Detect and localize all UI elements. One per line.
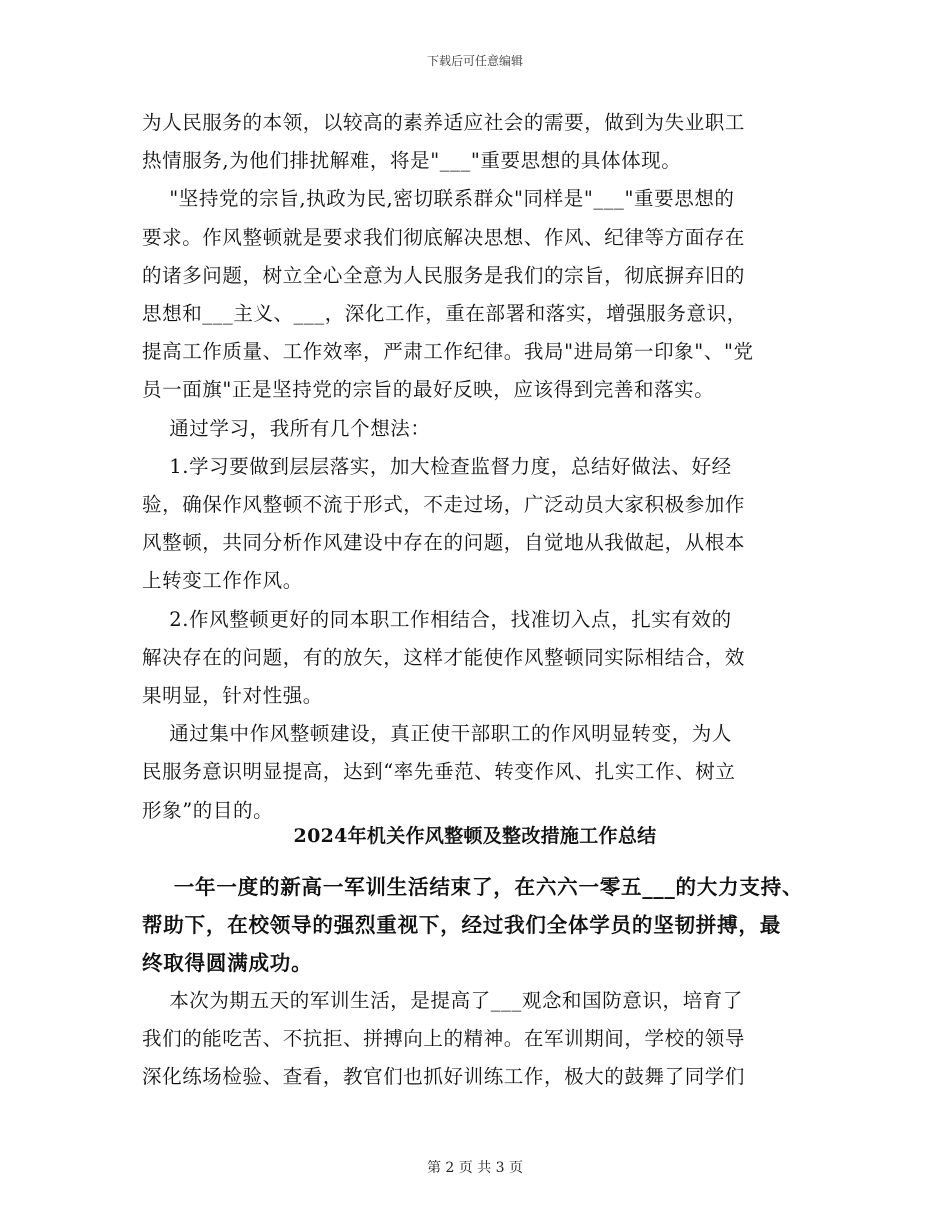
- tail-line: 本次为期五天的军训生活，是提高了___观念和国防意识，培育了: [142, 989, 743, 1012]
- tail-paragraph: [142, 982, 822, 1097]
- body-line: 2.作风整顿更好的同本职工作相结合，找准切入点，扎实有效的: [142, 607, 732, 631]
- bold-line: 终取得圆满成功。: [142, 951, 313, 976]
- body-line: 通过学习，我所有几个想法：: [142, 416, 431, 440]
- body-line: 解决存在的问题，有的放矢，这样才能使作风整顿同实际相结合，效: [142, 645, 746, 669]
- page-footer: 第 2 页 共 3 页: [426, 1160, 524, 1176]
- body-line: 1.学习要做到层层落实，加大检查监督力度，总结好做法、好经: [142, 454, 732, 478]
- bold-paragraph: [142, 868, 842, 983]
- body-line: "坚持党的宗旨,执政为民,密切联系群众"同样是"___"重要思想的: [142, 187, 735, 211]
- body-line: 要求。作风整顿就是要求我们彻底解决思想、作风、纪律等方面存在: [142, 225, 746, 249]
- page-header: 下载后可任意编辑: [426, 54, 523, 68]
- section-title: 2024年机关作风整顿及整改措施工作总结: [293, 825, 657, 847]
- bold-line: 一年一度的新高一军训生活结束了，在六六一零五___的大力支持、: [142, 875, 804, 899]
- body-line: 民服务意识明显提高，达到“率先垂范、转变作风、扎实工作、树立: [142, 760, 736, 784]
- body-line: 通过集中作风整顿建设，真正使干部职工的作风明显转变，为人: [142, 722, 732, 746]
- body-line: 果明显，针对性强。: [142, 684, 323, 708]
- body-line: 风整顿，共同分析作风建设中存在的问题，自觉地从我做起，从根本: [142, 531, 746, 555]
- body-line: 验，确保作风整顿不流于形式，不走过场，广泛动员大家积极参加作: [142, 493, 746, 517]
- body-line: 为人民服务的本领，以较高的素养适应社会的需要，做到为失业职工: [142, 111, 746, 134]
- body-line: 的诸多问题，树立全心全意为人民服务是我们的宗旨，彻底摒弃旧的: [142, 263, 746, 287]
- body-line: 热情服务,为他们排扰解难，将是"___"重要思想的具体体现。: [142, 149, 682, 173]
- tail-line: 我们的能吃苦、不抗拒、拼搏向上的精神。在军训期间，学校的领导: [142, 1027, 746, 1051]
- body-line: 形象”的目的。: [142, 798, 274, 822]
- body-line: 上转变工作作风。: [142, 569, 303, 593]
- body-line: 员一面旗"正是坚持党的宗旨的最好反映，应该得到完善和落实。: [142, 378, 715, 402]
- body-text: [142, 104, 814, 830]
- body-line: 思想和___主义、___，深化工作，重在部署和落实，增强服务意识，: [142, 302, 747, 326]
- body-line: 提高工作质量、工作效率，严肃工作纪律。我局"进局第一印象"、"党: [142, 340, 754, 364]
- bold-line: 帮助下，在校领导的强烈重视下，经过我们全体学员的坚韧拼搏，最: [142, 913, 781, 938]
- tail-line: 深化练场检验、查看，教官们也抓好训练工作，极大的鼓舞了同学们: [142, 1065, 746, 1089]
